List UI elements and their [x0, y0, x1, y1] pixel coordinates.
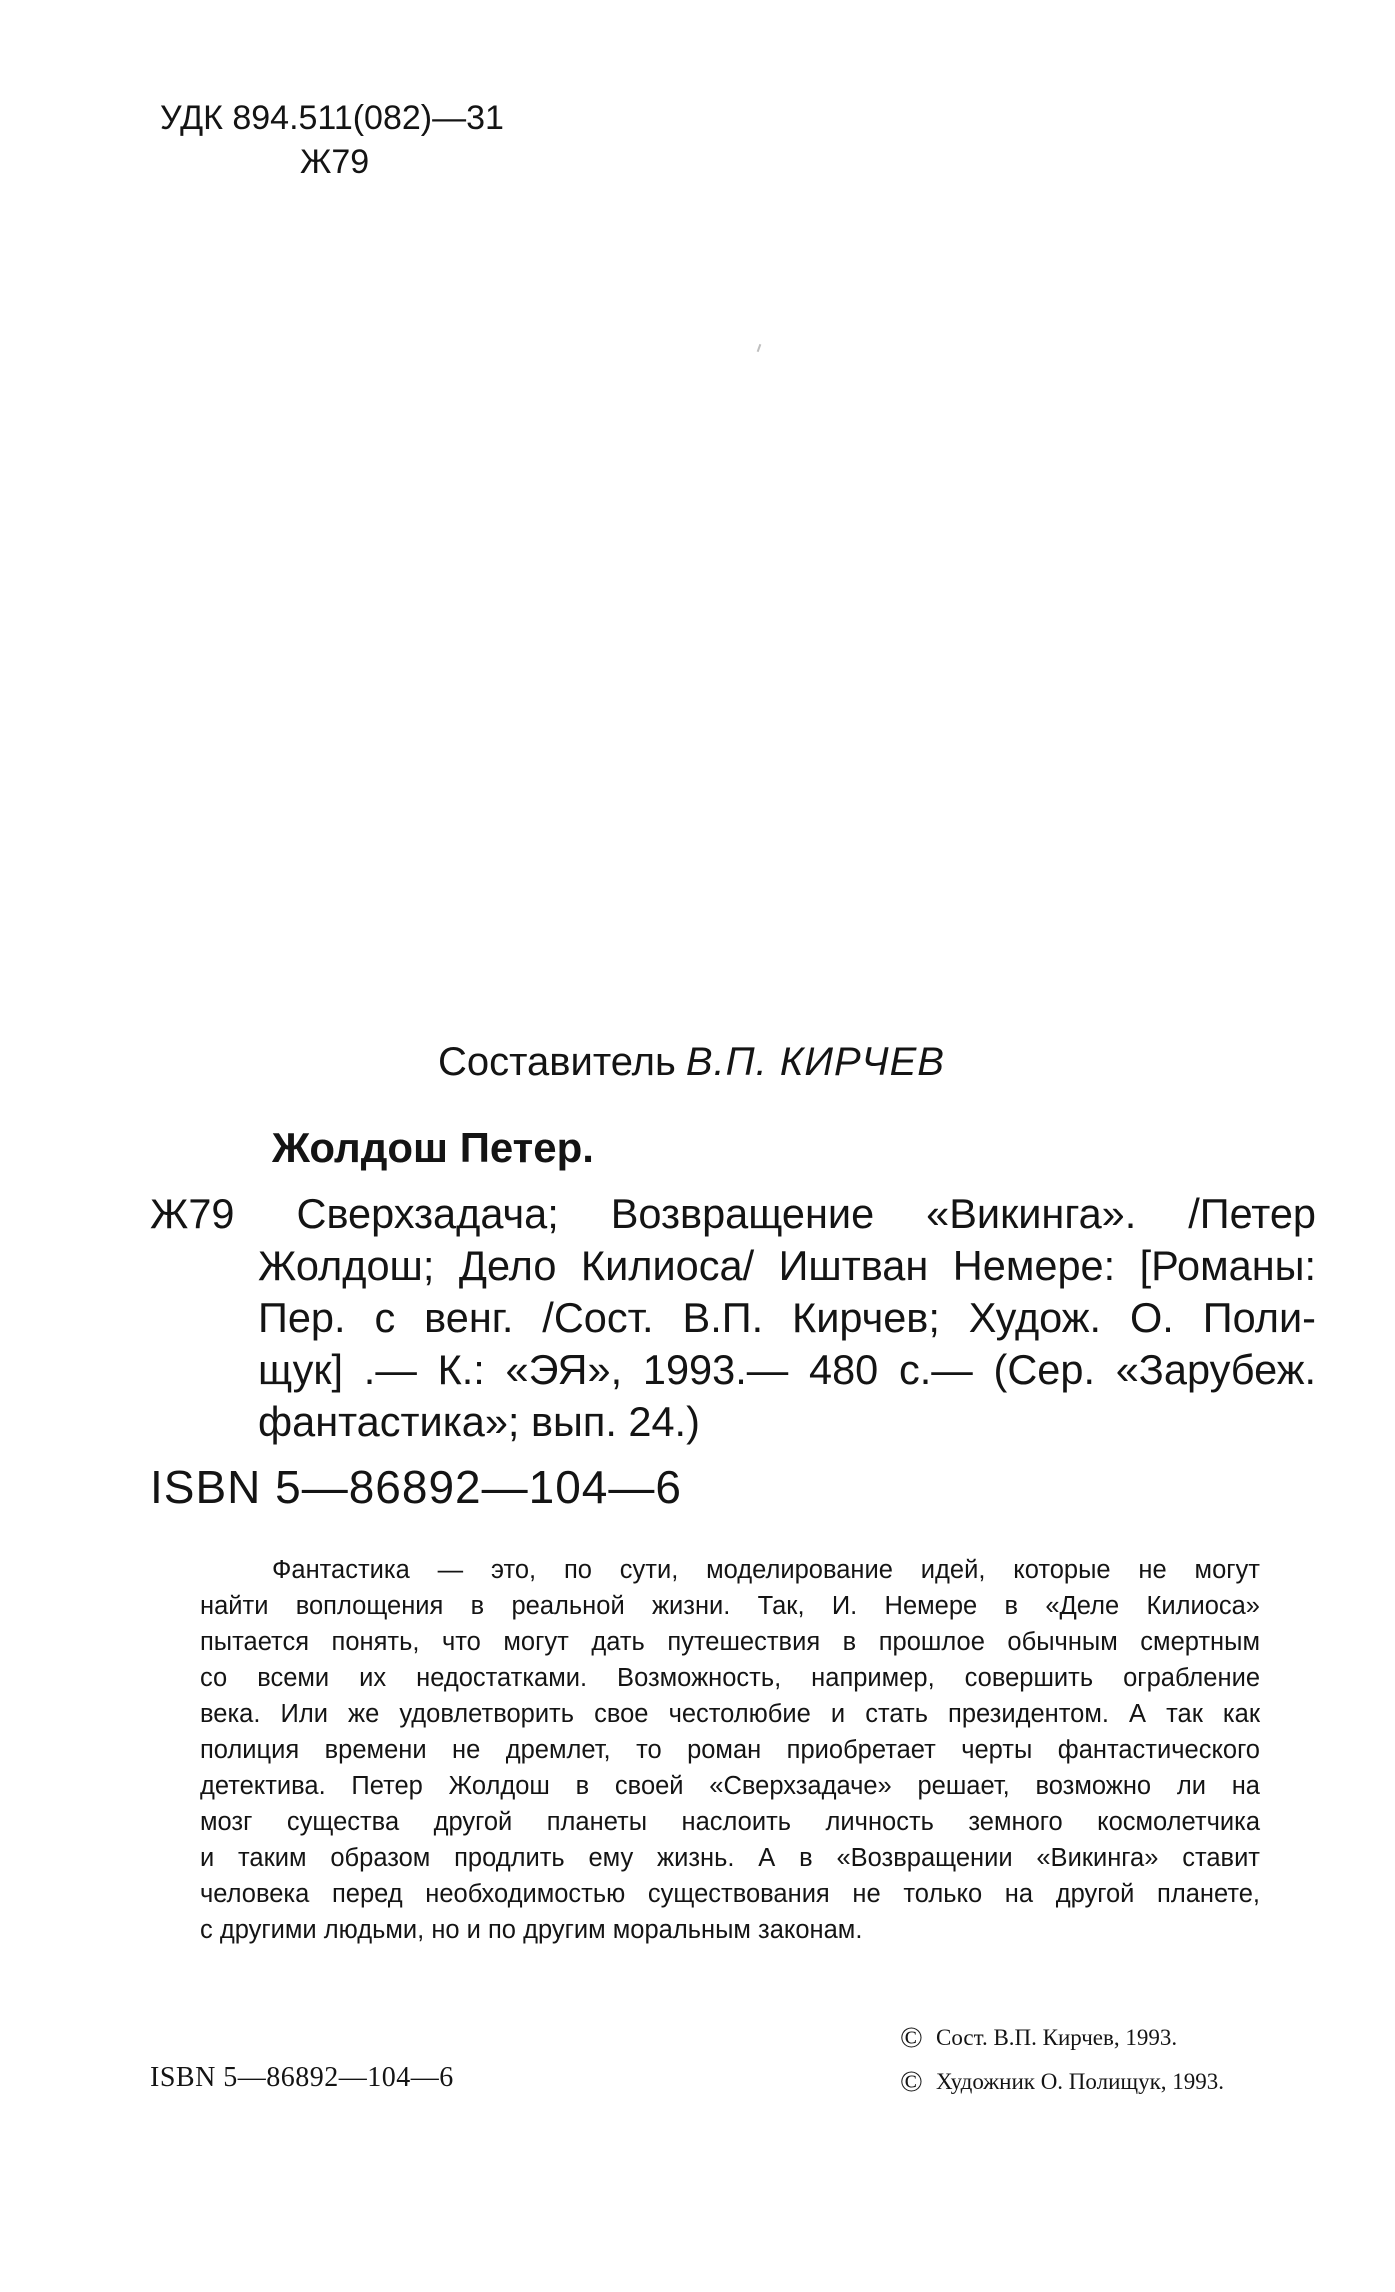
annotation-line: найти воплощения в реальной жизни. Так, И. Немере в «Деле Килиоса» [200, 1592, 1260, 1620]
bib-line-text: Сверхзадача; Возвращение «Викинга». /Петер [296, 1190, 1316, 1237]
bib-code: Ж79 [150, 1190, 235, 1237]
annotation-line: мозг существа другой планеты наслоить личность земного космолетчика [200, 1808, 1260, 1836]
copyright-text: Художник О. Полищук, 1993. [936, 2069, 1225, 2094]
annotation-line: века. Или же удовлетворить свое честолюбие и стать президентом. А так как [200, 1700, 1260, 1728]
udk-classification [160, 96, 504, 184]
author-heading: Жолдош Петер. [272, 1124, 594, 1171]
compiler-label: Составитель [438, 1040, 676, 1084]
author-mark: Ж79 [300, 143, 370, 181]
bib-line: Пер. с венг. /Сост. В.П. Кирчев; Худож. О. Поли- [258, 1294, 1316, 1341]
copyright-line [900, 2016, 1224, 2060]
annotation-line: детектива. Петер Жолдош в своей «Сверхзадаче» решает, возможно ли на [200, 1772, 1260, 1800]
compiler-credit [438, 1040, 945, 1085]
annotation-line: Фантастика — это, по сути, моделирование идей, которые не могут [272, 1556, 1260, 1584]
annotation [200, 1552, 1260, 1948]
copyright-block [900, 2016, 1224, 2104]
annotation-line: пытается понять, что могут дать путешествия в прошлое обычным смертным [200, 1628, 1260, 1656]
isbn-main: ISBN 5—86892—104—6 [150, 1461, 682, 1513]
bib-line: щук] .— К.: «ЭЯ», 1993.— 480 с.— (Сер. «Зарубеж. [258, 1346, 1316, 1393]
copyright-text: Сост. В.П. Кирчев, 1993. [936, 2025, 1178, 2050]
copyright-line [900, 2060, 1224, 2104]
bib-line: фантастика»; вып. 24.) [258, 1398, 700, 1445]
annotation-line: с другими людьми, но и по другим моральным законам. [200, 1916, 863, 1944]
print-speck [757, 344, 762, 352]
udk-code: УДК 894.511(082)—31 [160, 99, 504, 137]
annotation-line: и таким образом продлить ему жизнь. А в «Возвращении «Викинга» ставит [200, 1844, 1260, 1872]
annotation-line: со всеми их недостатками. Возможность, например, совершить ограбление [200, 1664, 1260, 1692]
bib-line [150, 1188, 1316, 1240]
copyright-icon: © [900, 2021, 923, 2054]
annotation-line: полиция времени не дремлет, то роман приобретает черты фантастического [200, 1736, 1260, 1764]
bib-line: Жолдош; Дело Килиоса/ Иштван Немере: [Романы: [258, 1242, 1316, 1289]
bibliographic-record [150, 1188, 1316, 1448]
compiler-name: В.П. КИРЧЕВ [685, 1040, 945, 1084]
copyright-icon: © [900, 2065, 923, 2098]
annotation-line: человека перед необходимостью существования не только на другой планете, [200, 1880, 1260, 1908]
isbn-footer: ISBN 5—86892—104—6 [150, 2062, 454, 2093]
